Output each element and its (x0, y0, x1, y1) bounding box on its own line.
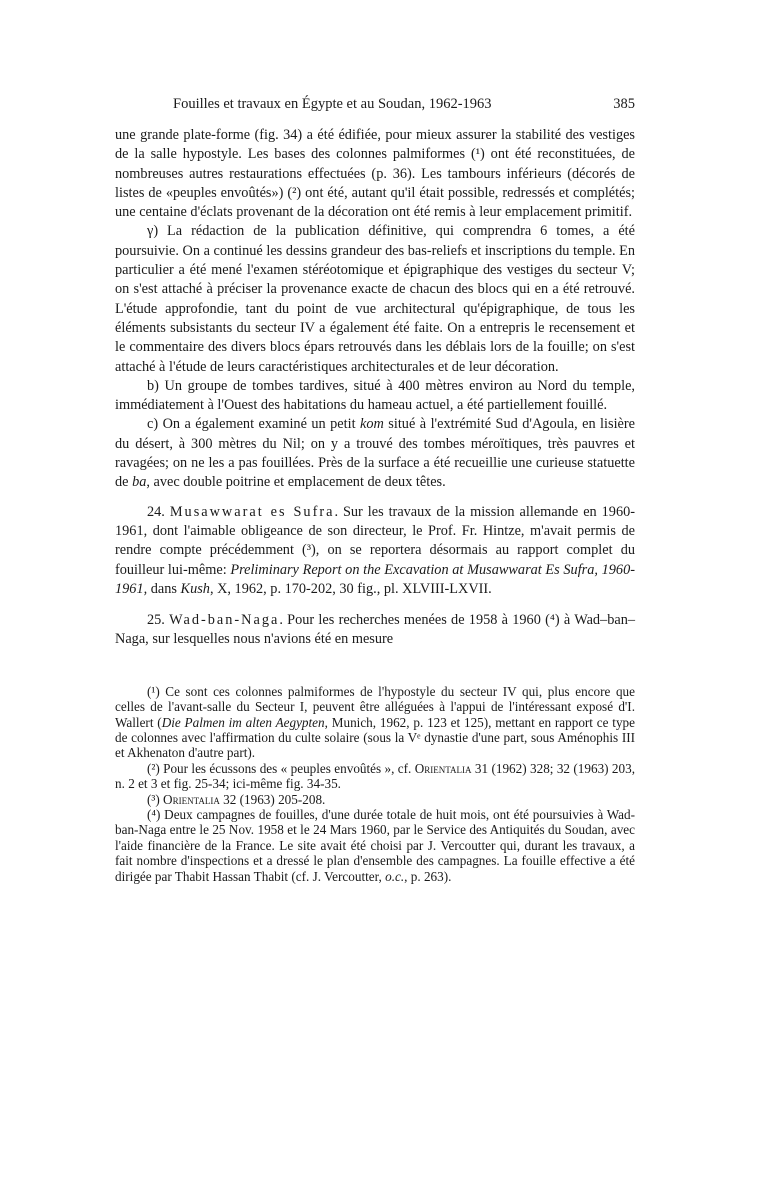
page-number: 385 (613, 96, 635, 112)
report-title: Preliminary Report on the Excavation at Musawwarat Es Sufra, 1960-1961, (115, 561, 635, 597)
running-header (115, 96, 635, 118)
opus-citatum: o.c. (385, 868, 405, 884)
section-25-wad-ban-naga: 25. Wad-ban-Naga. Pour les recherches menées de 1958 à 1960 (⁴) à Wad–ban–Naga, sur lesquelles nous n'avions été en mesure (115, 612, 635, 648)
journal-orientalia: Orientalia (163, 791, 220, 807)
book-title: Die Palmen im alten Aegypten (161, 714, 325, 730)
paragraph-agoula: c) On a également examiné un petit kom situé à l'extrémité Sud d'Agoula, en lisière du désert, à 300 mètres du Nil; on y a trouvé des tombes méroïtiques, très pauvres et ravagées; on ne les a pas fouillées. Près de la surface a été recueillie une curieuse statuette de ba, avec double poitrine et emplacement de deux têtes. (115, 416, 635, 491)
term-ba: ba (132, 474, 147, 491)
footnote-4: (⁴) Deux campagnes de fouilles, d'une durée totale de huit mois, ont été poursuivies à Wad-ban-Naga entre le 25 Nov. 1958 et le 24 Mars 1960, par le Service des Antiquités du Soudan, avec l'aide financière de la France. Le site avait été choisi par J. Vercoutter qui, durant les travaux, a fait nombre d'inspections et a dressé le plan d'ensemble des campagnes. La fouille effective a été dirigée par Thabit Hassan Thabit (cf. J. Vercoutter, o.c., p. 263). (115, 806, 635, 884)
footnote-1: (¹) Ce sont ces colonnes palmiformes de l'hypostyle du secteur IV qui, plus encore que celles de l'avant-salle du Secteur I, peuvent être alléguées à l'appui de l'intéressant exposé d'I. Wallert (Die Palmen im alten Aegypten, Munich, 1962, p. 123 et 125), mettant en rapport ce type de colonnes avec l'affirmation du culte solaire (sous la Vᵉ dynastie d'une part, sous Aménophis III et Akhenaton d'autre part). (115, 683, 635, 761)
site-name-musawwarat: Musawwarat es Sufra (169, 503, 335, 520)
paragraph-platform: une grande plate-forme (fig. 34) a été édifiée, pour mieux assurer la stabilité des vestiges de la salle hypostyle. Les bases des colonnes palmiformes (¹) ont été reconstituées, de nombreuses autres restaurations effectuées (p. 36). Les tambours inférieurs (décorés de listes de «peuples envoûtés») (²) ont été, autant qu'il était possible, redressés et complétés; une centaine d'éclats provenant de la décoration ont été remis à leur emplacement primitif. (115, 127, 635, 221)
running-title: Fouilles et travaux en Égypte et au Soudan, 1962-1963 (173, 96, 492, 112)
section-24-musawwarat: 24. Musawwarat es Sufra. Sur les travaux de la mission allemande en 1960-1961, dont l'aimable obligeance de son directeur, le Prof. Fr. Hintze, m'avait permis de rendre compte précédemment (³), on se reportera désormais au rapport complet du fouilleur lui-même: Preliminary Report on the Excavation at Musawwarat Es Sufra, 1960-1961, dans Kush, X, 1962, p. 170-202, 30 fig., pl. XLVIII-LXVII. (115, 503, 636, 597)
footnote-2: (²) Pour les écussons des « peuples envoûtés », cf. Orientalia 31 (1962) 328; 32 (1963) 203, n. 2 et 3 et fig. 25-34; ici-même fig. 34-35. (115, 760, 636, 792)
paragraph-publication: γ) La rédaction de la publication définitive, qui comprendra 6 tomes, a été poursuivie. On a continué les dessins grandeur des bas-reliefs et inscriptions du temple. En particulier a été mené l'examen stéréotomique et épigraphique des vestiges du secteur V; on s'est attaché à préciser la provenance exacte de chacun des blocs qui en a été retrouvé. L'étude approfondie, tant du point de vue architectural qu'épigraphique, de tous les éléments subsistants du secteur IV a également été faite. On a entrepris le recensement et le commentaire des divers blocs épars retrouvés dans les déblais lors de la fouille; on s'est attaché à l'étude de leurs caractéristiques architecturales et de leur décoration. (115, 223, 635, 375)
journal-kush: Kush (180, 580, 210, 597)
footnotes (115, 684, 635, 884)
site-name-wad-ban-naga: Wad-ban-Naga (169, 612, 280, 629)
page (115, 96, 635, 884)
footnote-3: (³) Orientalia 32 (1963) 205-208. (147, 791, 326, 807)
main-text (115, 126, 635, 650)
journal-orientalia: Orientalia (414, 760, 472, 776)
paragraph-tombs: b) Un groupe de tombes tardives, situé à 400 mètres environ au Nord du temple, immédiatement à l'Ouest des habitations du hameau actuel, a été partiellement fouillé. (115, 377, 635, 414)
term-kom: kom (360, 416, 384, 433)
